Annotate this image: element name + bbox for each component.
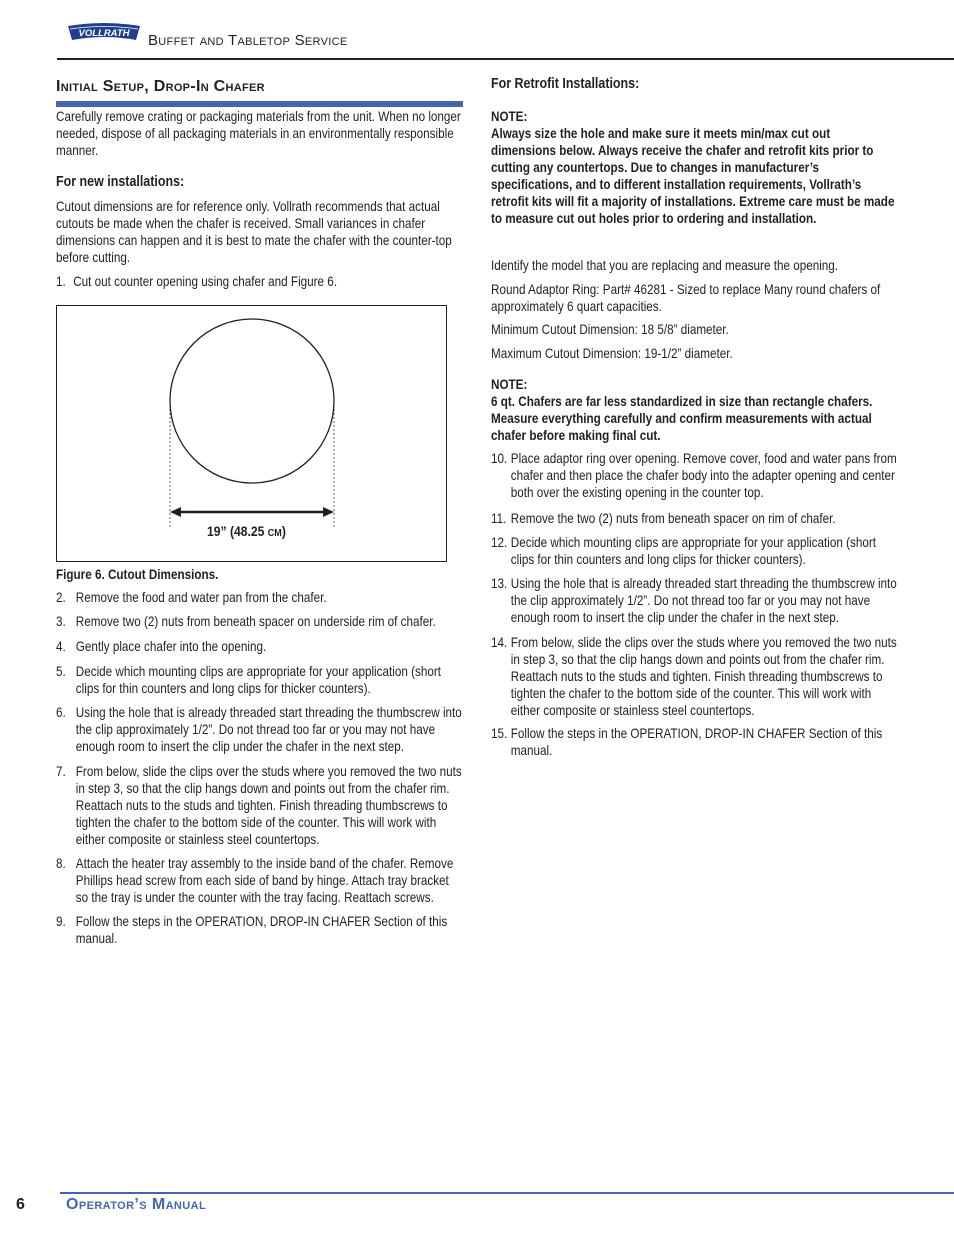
figure-dimension-label xyxy=(207,524,286,539)
arrow-right xyxy=(323,507,334,517)
step-text: From below, slide the clips over the studs where you removed the two nuts in step 3, so that the clip hangs down and points out from the chafer rim. Reattach nuts to the studs and tighten. Finish threading thumbscrews to tighten the chafer to the bottom side of the counter. This will work with either composite or stainless steel countertops. xyxy=(75,764,462,847)
list-item xyxy=(56,855,463,906)
step-number: 14. xyxy=(491,635,508,650)
step-number: 15. xyxy=(491,726,508,741)
step-text: Remove the two (2) nuts from beneath spacer on rim of chafer. xyxy=(510,511,836,526)
step-number: 8. xyxy=(56,856,66,871)
min-dimension: Minimum Cutout Dimension: 18 5/8” diameter. xyxy=(491,322,729,337)
footer-rule xyxy=(60,1192,954,1194)
step-text: Remove the food and water pan from the chafer. xyxy=(75,590,327,605)
new-installations-text xyxy=(56,198,463,266)
note-1-text: Always size the hole and make sure it meets min/max cut out dimensions below. Always receive the chafer and retrofit kits prior to cutting any countertops. Due to changes in manufacturer’s specifications, and to different installation requirements, Vollrath’s retrofit kits will fit a majority of installations. Extreme care must be made to measure cut out holes prior to ordering and installation. xyxy=(491,126,895,226)
identify-text: Identify the model that you are replacing and measure the opening. xyxy=(491,258,839,273)
dimension-close: ) xyxy=(281,524,286,539)
intro-paragraph xyxy=(56,108,463,159)
vollrath-logo-mark xyxy=(66,22,142,44)
step-number: 11. xyxy=(491,511,507,526)
step-number: 2. xyxy=(56,590,66,605)
list-item xyxy=(56,913,463,947)
step-text: Place adaptor ring over opening. Remove cover, food and water pans from chafer and then place the chafer body into the adapter opening and center both over the existing opening in the counter top. xyxy=(510,451,897,500)
note-2 xyxy=(491,376,897,444)
arrow-left xyxy=(170,507,181,517)
dimension-value: 19” (48.25 xyxy=(207,524,265,539)
cutout-circle xyxy=(170,319,334,483)
step-number: 1. xyxy=(56,274,66,289)
retrofit-heading: For Retrofit Installations: xyxy=(491,76,640,92)
step-text: From below, slide the clips over the studs where you removed the two nuts in step 3, so that the clip hangs down and points out from the chafer rim. Reattach nuts to the studs and tighten. Finish threading thumbscrews to tighten the chafer to the bottom side of the counter. This will work with either composite or stainless steel countertops. xyxy=(510,635,897,718)
step-text: Follow the steps in the OPERATION, DROP-IN CHAFER Section of this manual. xyxy=(510,726,883,758)
step-text: Using the hole that is already threaded start threading the thumbscrew into the clip approximately 1/2”. Do not thread too far or you may not have enough room to insert the clip under the chafer in the next step. xyxy=(75,705,462,754)
note-1 xyxy=(491,108,897,227)
list-item xyxy=(491,450,897,501)
header-rule xyxy=(57,58,954,60)
series-title: Buffet and Tabletop Service xyxy=(148,32,348,49)
dimension-unit: CM xyxy=(267,528,282,539)
list-item xyxy=(491,534,897,568)
list-item xyxy=(56,589,463,606)
list-item xyxy=(491,725,897,759)
step-number: 13. xyxy=(491,576,508,591)
step-number: 10. xyxy=(491,451,508,466)
note-2-text: 6 qt. Chafers are far less standardized in size than rectangle chafers. Measure everything carefully and confirm measurements with actual chafer before making final cut. xyxy=(491,394,873,443)
step-1 xyxy=(56,273,463,290)
step-text: Using the hole that is already threaded start threading the thumbscrew into the clip approximately 1/2”. Do not thread too far or you may not have enough room to insert the clip under the chafer in the next step. xyxy=(510,576,897,625)
figure-6 xyxy=(56,305,447,562)
section-title: Initial Setup, Drop-In Chafer xyxy=(56,78,265,95)
step-text: Gently place chafer into the opening. xyxy=(75,639,267,654)
list-item xyxy=(491,575,897,626)
step-text: Decide which mounting clips are appropriate for your application (short clips for thin counters and long clips for thicker counters). xyxy=(75,664,441,696)
ring-text: Round Adaptor Ring: Part# 46281 - Sized to replace Many round chafers of approximately 6 quart capacities. xyxy=(491,282,881,314)
new-text: Cutout dimensions are for reference only. Vollrath recommends that actual cutouts be made when the chafer is received. Small variances in chafer dimensions can happen and it is best to mate the chafer with the counter-top before cutting. xyxy=(56,199,452,265)
vollrath-logo xyxy=(66,22,142,49)
list-item xyxy=(491,510,897,527)
brand-text: VOLLRATH xyxy=(78,28,130,39)
step-text: Remove two (2) nuts from beneath spacer on underside rim of chafer. xyxy=(75,614,436,629)
new-installations-heading: For new installations: xyxy=(56,174,185,190)
step-number: 7. xyxy=(56,764,66,779)
step-text: Decide which mounting clips are appropriate for your application (short clips for thin counters and long clips for thicker counters). xyxy=(510,535,876,567)
step-text: Follow the steps in the OPERATION, DROP-IN CHAFER Section of this manual. xyxy=(75,914,448,946)
list-item xyxy=(56,763,463,848)
step-text: Cut out counter opening using chafer and Figure 6. xyxy=(73,274,338,289)
step-number: 5. xyxy=(56,664,66,679)
step-number: 3. xyxy=(56,614,66,629)
list-item xyxy=(56,638,463,655)
step-number: 4. xyxy=(56,639,66,654)
step-number: 9. xyxy=(56,914,66,929)
figure-caption: Figure 6. Cutout Dimensions. xyxy=(56,567,219,582)
note-2-label: NOTE: xyxy=(491,377,528,392)
step-text: Attach the heater tray assembly to the inside band of the chafer. Remove Phillips head screw from each side of band by hinge. Attach tray bracket so the tray is under the counter with the tray facing. Reattach screws. xyxy=(75,856,454,905)
step-number: 6. xyxy=(56,705,66,720)
list-item xyxy=(56,704,463,755)
step-number: 12. xyxy=(491,535,508,550)
intro-text: Carefully remove crating or packaging materials from the unit. When no longer needed, dispose of all packaging materials in an environmentally responsible manner. xyxy=(56,109,461,158)
manual-title: Operator’s Manual xyxy=(66,1196,207,1213)
section-bar xyxy=(56,101,463,107)
page-number: 6 xyxy=(16,1196,25,1213)
list-item xyxy=(56,663,463,697)
max-dimension: Maximum Cutout Dimension: 19-1/2” diameter. xyxy=(491,346,733,361)
list-item xyxy=(491,634,897,719)
note-1-label: NOTE: xyxy=(491,109,528,124)
list-item xyxy=(56,613,463,630)
